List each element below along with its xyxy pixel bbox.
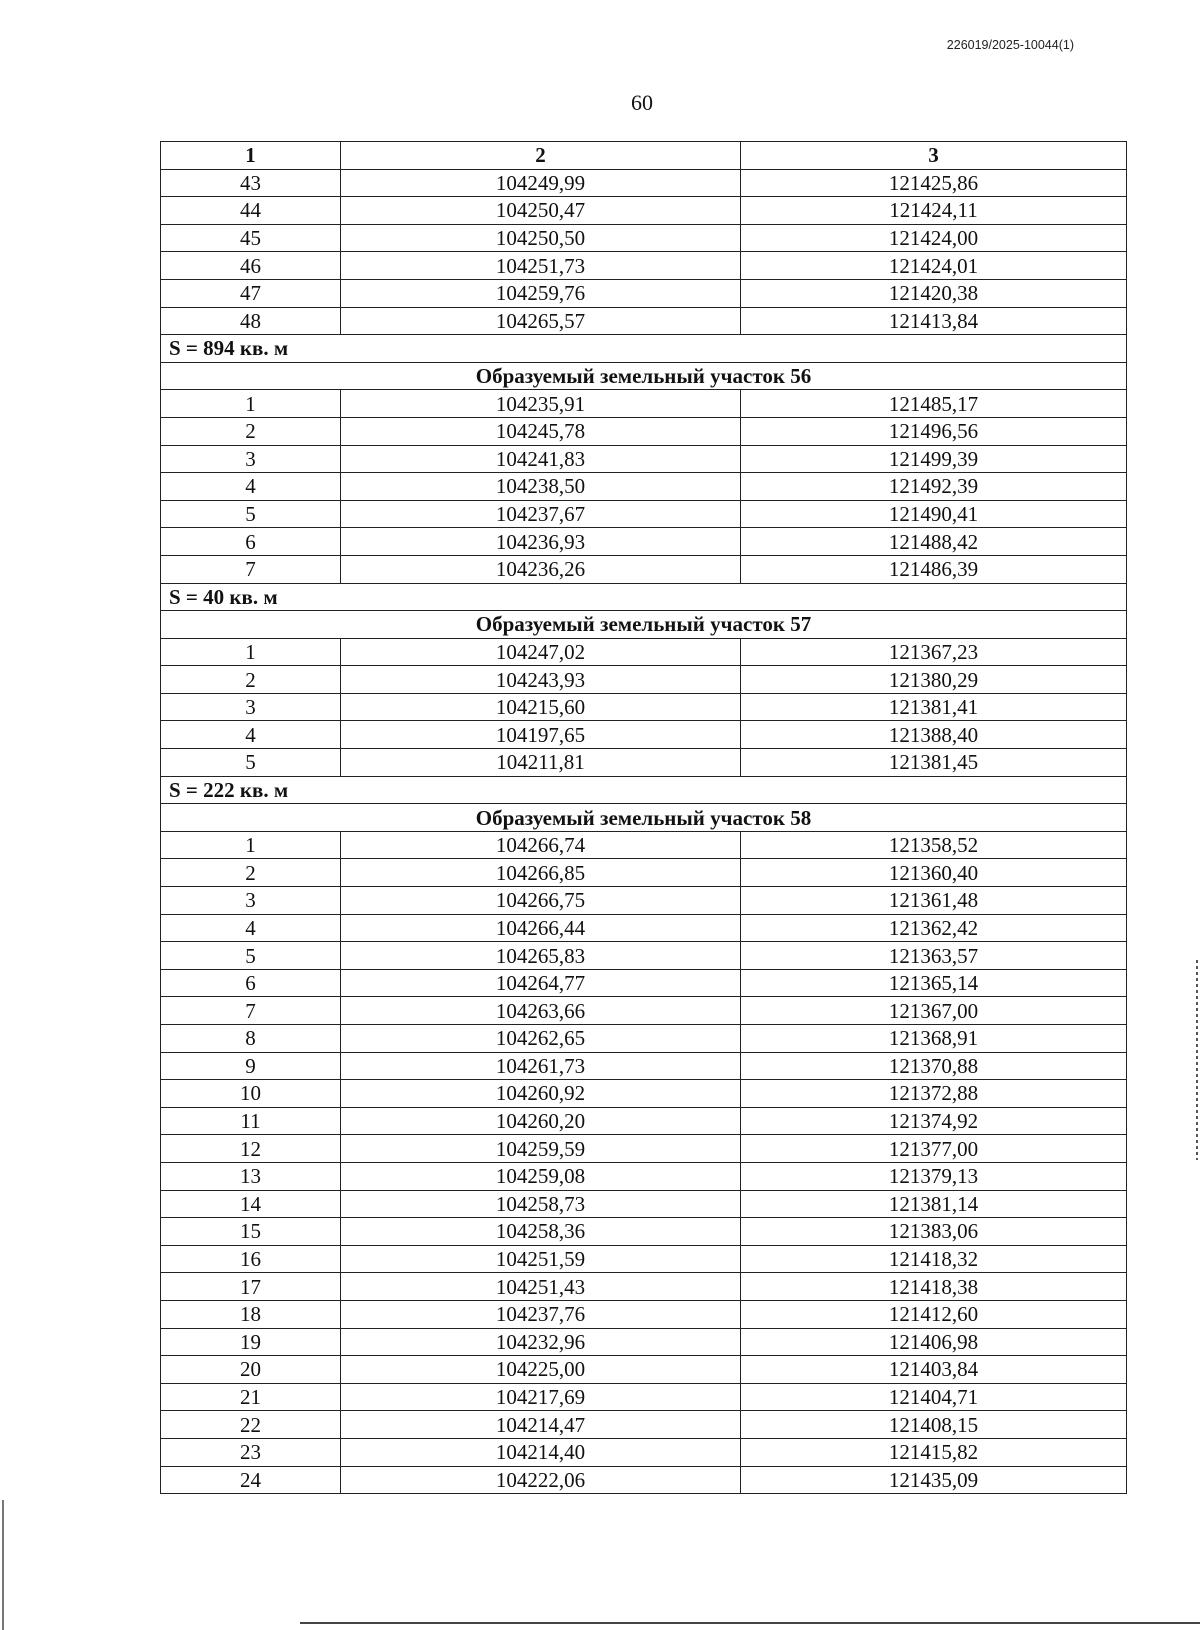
point-number-cell: 1: [161, 638, 341, 666]
coordinates-table-body: [161, 142, 1127, 1494]
plot-title-row: [161, 362, 1127, 390]
point-number-cell: 21: [161, 1383, 341, 1411]
point-number-cell: 5: [161, 500, 341, 528]
y-coordinate-cell: 121412,60: [741, 1300, 1127, 1328]
y-coordinate-cell: 121362,42: [741, 914, 1127, 942]
point-number-cell: 9: [161, 1052, 341, 1080]
column-header-x: 2: [341, 142, 741, 170]
y-coordinate-cell: 121377,00: [741, 1135, 1127, 1163]
point-number-cell: 23: [161, 1438, 341, 1466]
x-coordinate-cell: 104259,08: [341, 1162, 741, 1190]
point-number-cell: 2: [161, 666, 341, 694]
table-row: [161, 887, 1127, 915]
table-row: [161, 1466, 1127, 1494]
x-coordinate-cell: 104265,57: [341, 307, 741, 335]
table-row: [161, 417, 1127, 445]
y-coordinate-cell: 121418,32: [741, 1245, 1127, 1273]
y-coordinate-cell: 121406,98: [741, 1328, 1127, 1356]
y-coordinate-cell: 121485,17: [741, 390, 1127, 418]
table-row: [161, 1190, 1127, 1218]
scan-bottom-edge-line: [300, 1622, 1200, 1624]
table-row: [161, 914, 1127, 942]
y-coordinate-cell: 121403,84: [741, 1356, 1127, 1384]
point-number-cell: 3: [161, 693, 341, 721]
y-coordinate-cell: 121381,14: [741, 1190, 1127, 1218]
table-row: [161, 942, 1127, 970]
y-coordinate-cell: 121425,86: [741, 169, 1127, 197]
x-coordinate-cell: 104235,91: [341, 390, 741, 418]
table-row: [161, 1383, 1127, 1411]
point-number-cell: 3: [161, 445, 341, 473]
y-coordinate-cell: 121499,39: [741, 445, 1127, 473]
table-row: [161, 224, 1127, 252]
x-coordinate-cell: 104265,83: [341, 942, 741, 970]
x-coordinate-cell: 104236,26: [341, 555, 741, 583]
table-row: [161, 859, 1127, 887]
x-coordinate-cell: 104236,93: [341, 528, 741, 556]
x-coordinate-cell: 104214,40: [341, 1438, 741, 1466]
table-row: [161, 500, 1127, 528]
table-row: [161, 1218, 1127, 1246]
point-number-cell: 5: [161, 749, 341, 777]
table-row: [161, 252, 1127, 280]
column-header-y: 3: [741, 142, 1127, 170]
table-row: [161, 1025, 1127, 1053]
y-coordinate-cell: 121374,92: [741, 1107, 1127, 1135]
table-row: [161, 1300, 1127, 1328]
x-coordinate-cell: 104243,93: [341, 666, 741, 694]
x-coordinate-cell: 104225,00: [341, 1356, 741, 1384]
table-row: [161, 473, 1127, 501]
x-coordinate-cell: 104237,76: [341, 1300, 741, 1328]
table-row: [161, 721, 1127, 749]
area-row: [161, 335, 1127, 363]
y-coordinate-cell: 121424,11: [741, 197, 1127, 225]
table-row: [161, 1245, 1127, 1273]
y-coordinate-cell: 121381,41: [741, 693, 1127, 721]
point-number-cell: 43: [161, 169, 341, 197]
point-number-cell: 44: [161, 197, 341, 225]
table-row: [161, 1273, 1127, 1301]
point-number-cell: 22: [161, 1411, 341, 1439]
table-row: [161, 1135, 1127, 1163]
y-coordinate-cell: 121367,23: [741, 638, 1127, 666]
point-number-cell: 2: [161, 417, 341, 445]
table-row: [161, 1411, 1127, 1439]
y-coordinate-cell: 121490,41: [741, 500, 1127, 528]
area-row: [161, 776, 1127, 804]
point-number-cell: 24: [161, 1466, 341, 1494]
point-number-cell: 20: [161, 1356, 341, 1384]
table-row: [161, 997, 1127, 1025]
x-coordinate-cell: 104217,69: [341, 1383, 741, 1411]
x-coordinate-cell: 104251,73: [341, 252, 741, 280]
table-row: [161, 307, 1127, 335]
plot-title-row: [161, 611, 1127, 639]
x-coordinate-cell: 104214,47: [341, 1411, 741, 1439]
point-number-cell: 14: [161, 1190, 341, 1218]
point-number-cell: 13: [161, 1162, 341, 1190]
x-coordinate-cell: 104251,43: [341, 1273, 741, 1301]
point-number-cell: 47: [161, 279, 341, 307]
y-coordinate-cell: 121424,00: [741, 224, 1127, 252]
x-coordinate-cell: 104250,47: [341, 197, 741, 225]
x-coordinate-cell: 104247,02: [341, 638, 741, 666]
table-row: [161, 1052, 1127, 1080]
table-row: [161, 1328, 1127, 1356]
x-coordinate-cell: 104266,75: [341, 887, 741, 915]
point-number-cell: 48: [161, 307, 341, 335]
x-coordinate-cell: 104266,44: [341, 914, 741, 942]
y-coordinate-cell: 121408,15: [741, 1411, 1127, 1439]
area-row: [161, 583, 1127, 611]
x-coordinate-cell: 104249,99: [341, 169, 741, 197]
y-coordinate-cell: 121363,57: [741, 942, 1127, 970]
y-coordinate-cell: 121413,84: [741, 307, 1127, 335]
plot-title: Образуемый земельный участок 58: [161, 804, 1127, 832]
x-coordinate-cell: 104259,76: [341, 279, 741, 307]
table-row: [161, 555, 1127, 583]
point-number-cell: 10: [161, 1080, 341, 1108]
x-coordinate-cell: 104232,96: [341, 1328, 741, 1356]
x-coordinate-cell: 104197,65: [341, 721, 741, 749]
point-number-cell: 2: [161, 859, 341, 887]
y-coordinate-cell: 121370,88: [741, 1052, 1127, 1080]
point-number-cell: 4: [161, 721, 341, 749]
scan-left-edge-line: [2, 1500, 4, 1630]
x-coordinate-cell: 104266,74: [341, 831, 741, 859]
x-coordinate-cell: 104237,67: [341, 500, 741, 528]
point-number-cell: 19: [161, 1328, 341, 1356]
x-coordinate-cell: 104260,20: [341, 1107, 741, 1135]
point-number-cell: 45: [161, 224, 341, 252]
y-coordinate-cell: 121381,45: [741, 749, 1127, 777]
y-coordinate-cell: 121358,52: [741, 831, 1127, 859]
x-coordinate-cell: 104251,59: [341, 1245, 741, 1273]
y-coordinate-cell: 121372,88: [741, 1080, 1127, 1108]
point-number-cell: 3: [161, 887, 341, 915]
table-row: [161, 749, 1127, 777]
y-coordinate-cell: 121492,39: [741, 473, 1127, 501]
table-row: [161, 693, 1127, 721]
point-number-cell: 1: [161, 831, 341, 859]
y-coordinate-cell: 121420,38: [741, 279, 1127, 307]
column-header-point: 1: [161, 142, 341, 170]
y-coordinate-cell: 121361,48: [741, 887, 1127, 915]
plot-title: Образуемый земельный участок 57: [161, 611, 1127, 639]
point-number-cell: 1: [161, 390, 341, 418]
table-row: [161, 445, 1127, 473]
point-number-cell: 4: [161, 914, 341, 942]
table-row: [161, 390, 1127, 418]
table-row: [161, 1356, 1127, 1384]
x-coordinate-cell: 104215,60: [341, 693, 741, 721]
y-coordinate-cell: 121388,40: [741, 721, 1127, 749]
plot-title: Образуемый земельный участок 56: [161, 362, 1127, 390]
table-row: [161, 969, 1127, 997]
point-number-cell: 4: [161, 473, 341, 501]
table-row: [161, 666, 1127, 694]
point-number-cell: 15: [161, 1218, 341, 1246]
x-coordinate-cell: 104259,59: [341, 1135, 741, 1163]
y-coordinate-cell: 121380,29: [741, 666, 1127, 694]
table-row: [161, 169, 1127, 197]
table-row: [161, 528, 1127, 556]
table-row: [161, 1080, 1127, 1108]
x-coordinate-cell: 104260,92: [341, 1080, 741, 1108]
table-row: [161, 1438, 1127, 1466]
x-coordinate-cell: 104245,78: [341, 417, 741, 445]
x-coordinate-cell: 104222,06: [341, 1466, 741, 1494]
scan-margin-mark: [1196, 960, 1198, 1160]
plot-title-row: [161, 804, 1127, 832]
y-coordinate-cell: 121404,71: [741, 1383, 1127, 1411]
point-number-cell: 5: [161, 942, 341, 970]
page-number: 60: [631, 90, 653, 115]
table-row: [161, 1107, 1127, 1135]
point-number-cell: 7: [161, 997, 341, 1025]
y-coordinate-cell: 121488,42: [741, 528, 1127, 556]
x-coordinate-cell: 104238,50: [341, 473, 741, 501]
plot-area: S = 894 кв. м: [161, 335, 1127, 363]
y-coordinate-cell: 121435,09: [741, 1466, 1127, 1494]
y-coordinate-cell: 121360,40: [741, 859, 1127, 887]
x-coordinate-cell: 104258,73: [341, 1190, 741, 1218]
y-coordinate-cell: 121486,39: [741, 555, 1127, 583]
point-number-cell: 16: [161, 1245, 341, 1273]
plot-area: S = 222 кв. м: [161, 776, 1127, 804]
plot-area: S = 40 кв. м: [161, 583, 1127, 611]
document-number: 226019/2025-10044(1): [946, 38, 1074, 52]
point-number-cell: 7: [161, 555, 341, 583]
point-number-cell: 6: [161, 969, 341, 997]
x-coordinate-cell: 104263,66: [341, 997, 741, 1025]
table-row: [161, 279, 1127, 307]
point-number-cell: 11: [161, 1107, 341, 1135]
x-coordinate-cell: 104250,50: [341, 224, 741, 252]
table-header-row: [161, 142, 1127, 170]
table-row: [161, 197, 1127, 225]
x-coordinate-cell: 104266,85: [341, 859, 741, 887]
x-coordinate-cell: 104264,77: [341, 969, 741, 997]
y-coordinate-cell: 121424,01: [741, 252, 1127, 280]
x-coordinate-cell: 104241,83: [341, 445, 741, 473]
table-row: [161, 638, 1127, 666]
x-coordinate-cell: 104262,65: [341, 1025, 741, 1053]
x-coordinate-cell: 104258,36: [341, 1218, 741, 1246]
point-number-cell: 46: [161, 252, 341, 280]
y-coordinate-cell: 121415,82: [741, 1438, 1127, 1466]
coordinates-table: [160, 141, 1127, 1494]
point-number-cell: 6: [161, 528, 341, 556]
y-coordinate-cell: 121367,00: [741, 997, 1127, 1025]
y-coordinate-cell: 121383,06: [741, 1218, 1127, 1246]
y-coordinate-cell: 121418,38: [741, 1273, 1127, 1301]
y-coordinate-cell: 121368,91: [741, 1025, 1127, 1053]
y-coordinate-cell: 121496,56: [741, 417, 1127, 445]
table-row: [161, 1162, 1127, 1190]
point-number-cell: 8: [161, 1025, 341, 1053]
point-number-cell: 18: [161, 1300, 341, 1328]
point-number-cell: 17: [161, 1273, 341, 1301]
y-coordinate-cell: 121365,14: [741, 969, 1127, 997]
y-coordinate-cell: 121379,13: [741, 1162, 1127, 1190]
x-coordinate-cell: 104211,81: [341, 749, 741, 777]
table-row: [161, 831, 1127, 859]
point-number-cell: 12: [161, 1135, 341, 1163]
x-coordinate-cell: 104261,73: [341, 1052, 741, 1080]
